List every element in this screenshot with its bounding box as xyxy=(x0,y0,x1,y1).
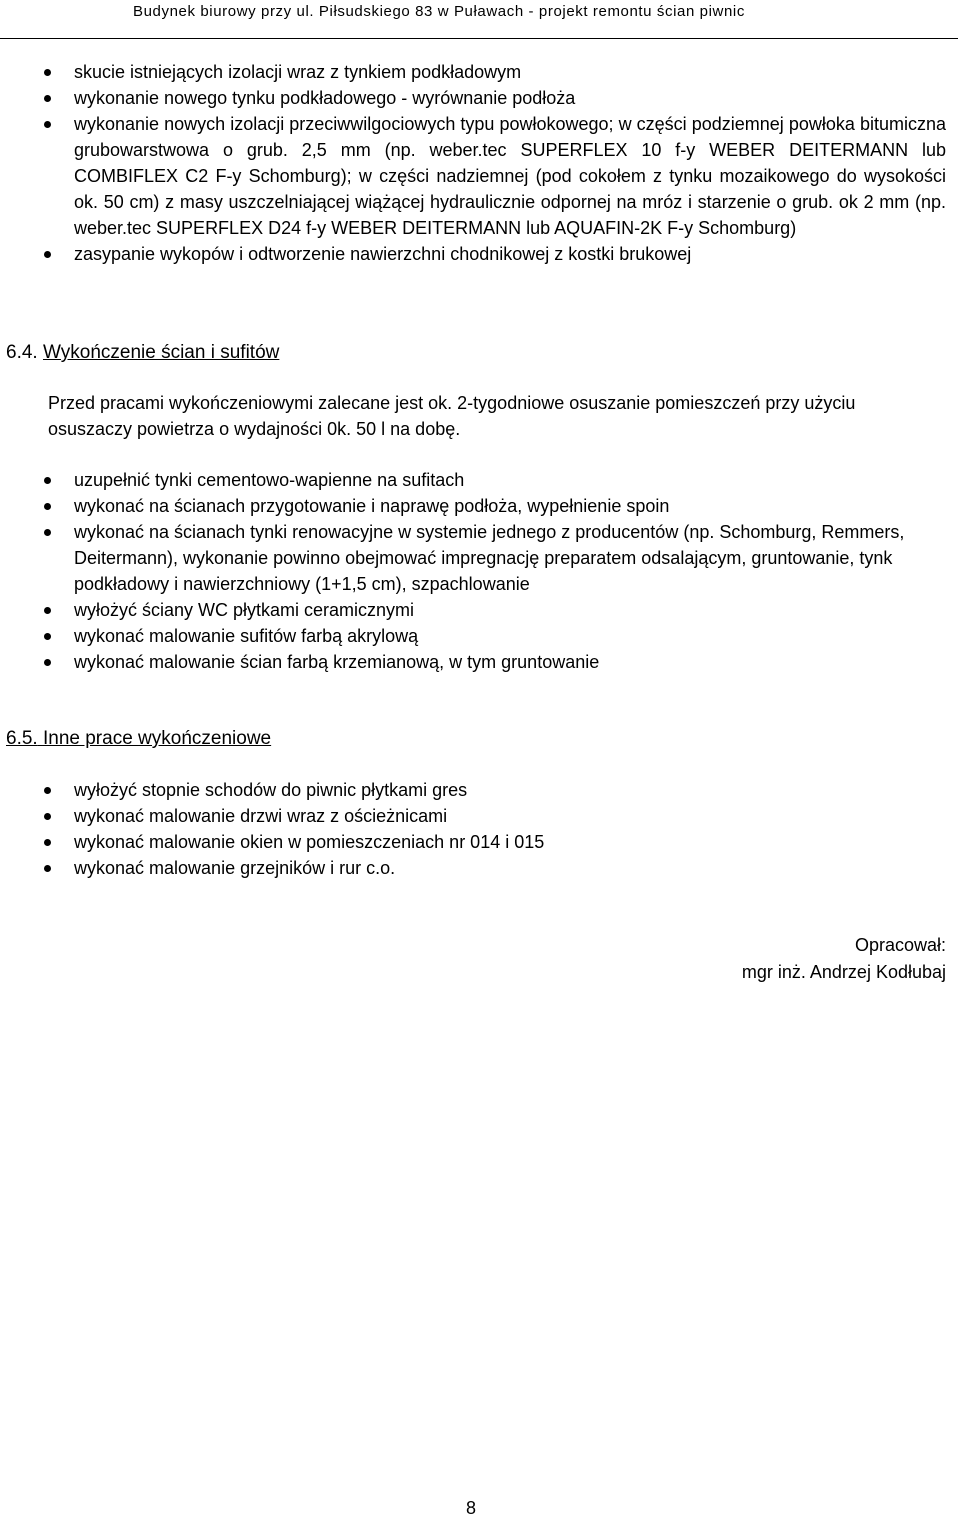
list-item: wykonanie nowych izolacji przeciwwilgociowych typu powłokowego; w części podziemnej powłoka bitumiczna grubowarstwowa o grub. 2,5 mm (np. weber.tec SUPERFLEX 10 f-y WEBER DEITERMANN lub COMBIFLEX C2 F-y Schomburg); w części nadziemnej (pod cokołem z tynku mozaikowego do wysokości ok. 50 cm) z masy uszczelniającej wiążącej hydraulicznie odpornej na mróz i starzenie o grub. ok 2 mm (np. weber.tec SUPERFLEX D24 f-y WEBER DEITERMANN lub AQUAFIN-2K F-y Schomburg) xyxy=(0,111,960,241)
list-item: wyłożyć ściany WC płytkami ceramicznymi xyxy=(0,597,960,623)
signature-block xyxy=(742,932,946,986)
list-item: wykonać malowanie grzejników i rur c.o. xyxy=(0,855,960,881)
list-item: wykonanie nowego tynku podkładowego - wyrównanie podłoża xyxy=(0,85,960,111)
section-heading-text xyxy=(6,728,271,749)
section-title: Wykończenie ścian i sufitów xyxy=(42,342,280,363)
list-item: wykonać na ścianach przygotowanie i naprawę podłoża, wypełnienie spoin xyxy=(0,493,960,519)
list-item: wykonać malowanie okien w pomieszczeniach nr 014 i 015 xyxy=(0,829,960,855)
page-number: 8 xyxy=(466,1498,477,1518)
section-6-4-heading xyxy=(6,341,279,365)
section-6-4-list xyxy=(0,467,960,675)
section-number: 6.4. xyxy=(6,342,38,363)
section-6-3-list xyxy=(0,59,960,267)
list-item: zasypanie wykopów i odtworzenie nawierzchni chodnikowej z kostki brukowej xyxy=(0,241,960,267)
section-number: 6.5. xyxy=(6,728,38,749)
list-item: wykonać malowanie drzwi wraz z ościeżnicami xyxy=(0,803,960,829)
section-6-5-heading xyxy=(6,727,271,751)
section-6-5-list xyxy=(0,777,960,881)
signature-label: Opracował: xyxy=(854,935,946,955)
page-header xyxy=(0,0,958,39)
signature-name: mgr inż. Andrzej Kodłubaj xyxy=(741,962,946,982)
section-6-4-intro: Przed pracami wykończeniowymi zalecane jest ok. 2-tygodniowe osuszanie pomieszczeń przy użyciu osuszaczy powietrza o wydajności 0k. 50 l na dobę. xyxy=(48,393,856,439)
list-item: wyłożyć stopnie schodów do piwnic płytkami gres xyxy=(0,777,960,803)
section-title: Inne prace wykończeniowe xyxy=(42,728,272,749)
list-item: skucie istniejących izolacji wraz z tynkiem podkładowym xyxy=(0,59,960,85)
header-title: Budynek biurowy przy ul. Piłsudskiego 83 w Puławach - projekt remontu ścian piwnic xyxy=(133,3,745,20)
list-item: wykonać malowanie sufitów farbą akrylową xyxy=(0,623,960,649)
list-item: uzupełnić tynki cementowo-wapienne na sufitach xyxy=(0,467,960,493)
list-item: wykonać malowanie ścian farbą krzemianową, w tym gruntowanie xyxy=(0,649,960,675)
list-item: wykonać na ścianach tynki renowacyjne w systemie jednego z producentów (np. Schomburg, Remmers, Deitermann), wykonanie powinno obejmować impregnację preparatem odsalającym, gruntowanie, tynk podkładowy i nawierzchniowy (1+1,5 cm), szpachlowanie xyxy=(0,519,960,597)
